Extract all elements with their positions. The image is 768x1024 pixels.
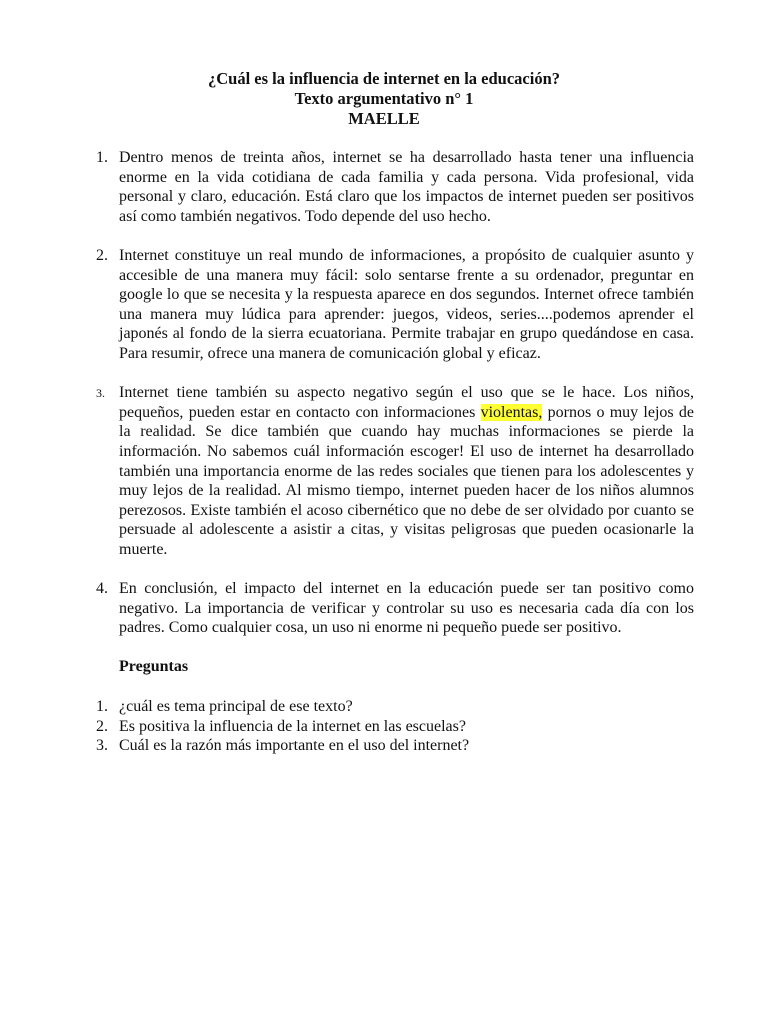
paragraph-3 — [92, 383, 694, 559]
question-item — [92, 697, 694, 717]
paragraph-text: Dentro menos de treinta años, internet se ha desarrollado hasta tener una influencia enorme en la vida cotidiana de cada familia y cada persona. Vida profesional, vida personal y claro, educación. Está claro que los impactos de internet pueden ser positivos así como también negativos. Todo depende del uso hecho. — [119, 149, 694, 225]
paragraph-text — [119, 383, 694, 559]
paragraph-text: Internet constituye un real mundo de informaciones, a propósito de cualquier asunto y accesible de una manera muy fácil: solo sentarse frente a su ordenador, preguntar en google lo que se necesita y la respuesta aparece en dos segundos. Internet ofrece también una manera muy lúdica para aprender: juegos, videos, series....podemos aprender el japonés al fondo de la sierra ecuatoriana. Permite trabajar en grupo quedándose en casa. Para resumir, ofrece una manera de comunicación global y eficaz. — [119, 246, 694, 362]
paragraph-number: 4. — [96, 580, 108, 598]
document-author: MAELLE — [348, 109, 420, 128]
question-number: 2. — [96, 717, 108, 735]
question-text: ¿cuál es tema principal de ese texto? — [119, 698, 353, 716]
paragraph-number: 1. — [96, 149, 108, 166]
paragraph-4 — [92, 579, 694, 638]
question-item — [92, 736, 694, 756]
document-body — [92, 148, 694, 756]
question-text: Cuál es la razón más importante en el uso del internet? — [119, 737, 470, 755]
highlighted-word: violentas, — [480, 403, 543, 421]
document-header — [0, 69, 768, 129]
questions-heading: Preguntas — [119, 658, 189, 676]
question-number: 3. — [96, 737, 108, 755]
text-after-highlight: pornos o muy lejos de la realidad. Se dice también que cuando hay muchas informaciones se pierde la información. No sabemos cuál información escoger! El uso de internet ha desarrollado también una importancia enorme de las redes sociales que tienen para los adolescentes y muy lejos de la realidad. Al mismo tiempo, internet pueden hacer de los niños alumnos perezosos. Existe también el acoso cibernético que no debe de ser olvidado por cuanto se persuade al adolescente a asistir a citas, y visitas peligrosas que pueden ocasionarle la muerte. — [119, 403, 694, 558]
document-subtitle: Texto argumentativo n° 1 — [294, 89, 474, 108]
document-title: ¿Cuál es la influencia de internet en la educación? — [208, 69, 560, 88]
question-number: 1. — [96, 698, 108, 716]
question-text: Es positiva la influencia de la internet en las escuelas? — [119, 717, 466, 735]
paragraph-number: 3. — [96, 386, 105, 401]
paragraph-number: 2. — [96, 246, 108, 264]
question-item — [92, 717, 694, 737]
paragraph-2 — [92, 246, 694, 364]
paragraph-text: En conclusión, el impacto del internet en la educación puede ser tan positivo como negativo. La importancia de verificar y controlar su uso es necesaria cada día con los padres. Como cualquier cosa, un uso ni enorme ni pequeño puede ser positivo. — [119, 580, 694, 637]
questions-list — [92, 697, 694, 756]
text-before-highlight: Internet tiene también su aspecto negativo según el uso que se le hace. Los niños, pequeños, pueden estar en contacto con informaciones — [119, 384, 694, 421]
paragraph-1 — [92, 148, 694, 226]
